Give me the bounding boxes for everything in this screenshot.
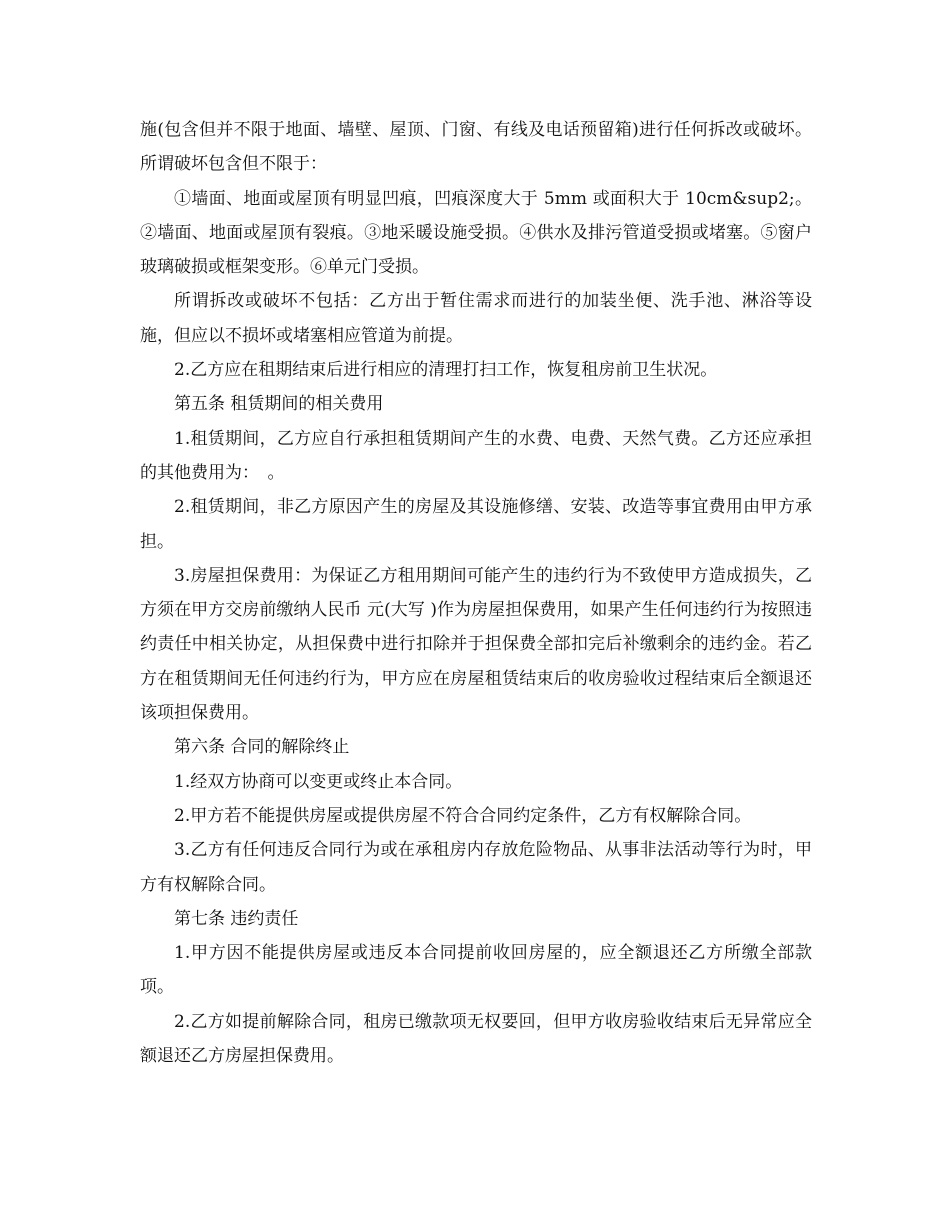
- paragraph-landlord-liability: 1.甲方因不能提供房屋或违反本合同提前收回房屋的，应全额退还乙方所缴全部款项。: [140, 943, 812, 998]
- paragraph-guarantee-fee: 3.房屋担保费用：为保证乙方租用期间可能产生的违约行为不致使甲方造成损失，乙方须在甲方交房前缴纳人民币 元(大写 )作为房屋担保费用，如果产生任何违约行为按照违约责任中相关协定，从担保费中进行扣除并于担保费全部扣完后补缴剩余的违约金。若乙方在租赁期间无任何违约行为，甲方应在房屋租赁结束后的收房验收过程结束后全额退还该项担保费用。: [140, 565, 812, 724]
- paragraph-repair-fees: 2.租赁期间，非乙方原因产生的房屋及其设施修缮、安装、改造等事宜费用由甲方承担。: [140, 497, 812, 552]
- paragraph-tenant-liability: 2.乙方如提前解除合同，租房已缴款项无权要回，但甲方收房验收结束后无异常应全额退还乙方房屋担保费用。: [140, 1011, 812, 1067]
- paragraph-damage-list: ①墙面、地面或屋顶有明显凹痕，凹痕深度大于 5mm 或面积大于 10cm&sup2;。②墙面、地面或屋顶有裂痕。③地采暖设施受损。④供水及排污管道受损或堵塞。⑤窗户玻璃破损或框架变形。⑥单元门受损。: [140, 188, 812, 278]
- paragraph-mutual-termination: 1.经双方协商可以变更或终止本合同。: [174, 771, 463, 792]
- document-page: [140, 113, 812, 1073]
- paragraph-continuation: 施(包含但并不限于地面、墙壁、屋顶、门窗、有线及电话预留箱)进行任何拆改或破坏。所谓破坏包含但不限于：: [140, 120, 812, 175]
- paragraph-tenant-right-to-terminate: 2.甲方若不能提供房屋或提供房屋不符合合同约定条件，乙方有权解除合同。: [174, 805, 752, 826]
- section-heading-article-7: 第七条 违约责任: [174, 908, 299, 929]
- paragraph-utility-fees: 1.租赁期间，乙方应自行承担租赁期间产生的水费、电费、天然气费。乙方还应承担的其他费用为： 。: [140, 428, 812, 483]
- paragraph-landlord-right-to-terminate: 3.乙方有任何违反合同行为或在承租房内存放危险物品、从事非法活动等行为时，甲方有权解除合同。: [140, 840, 812, 895]
- section-heading-article-5: 第五条 租赁期间的相关费用: [174, 394, 384, 415]
- section-heading-article-6: 第六条 合同的解除终止: [174, 737, 350, 758]
- paragraph-exclusions: 所谓拆改或破坏不包括：乙方出于暂住需求而进行的加装坐便、洗手池、淋浴等设施，但应以不损坏或堵塞相应管道为前提。: [140, 291, 812, 346]
- paragraph-cleanup: 2.乙方应在租期结束后进行相应的清理打扫工作，恢复租房前卫生状况。: [174, 360, 718, 381]
